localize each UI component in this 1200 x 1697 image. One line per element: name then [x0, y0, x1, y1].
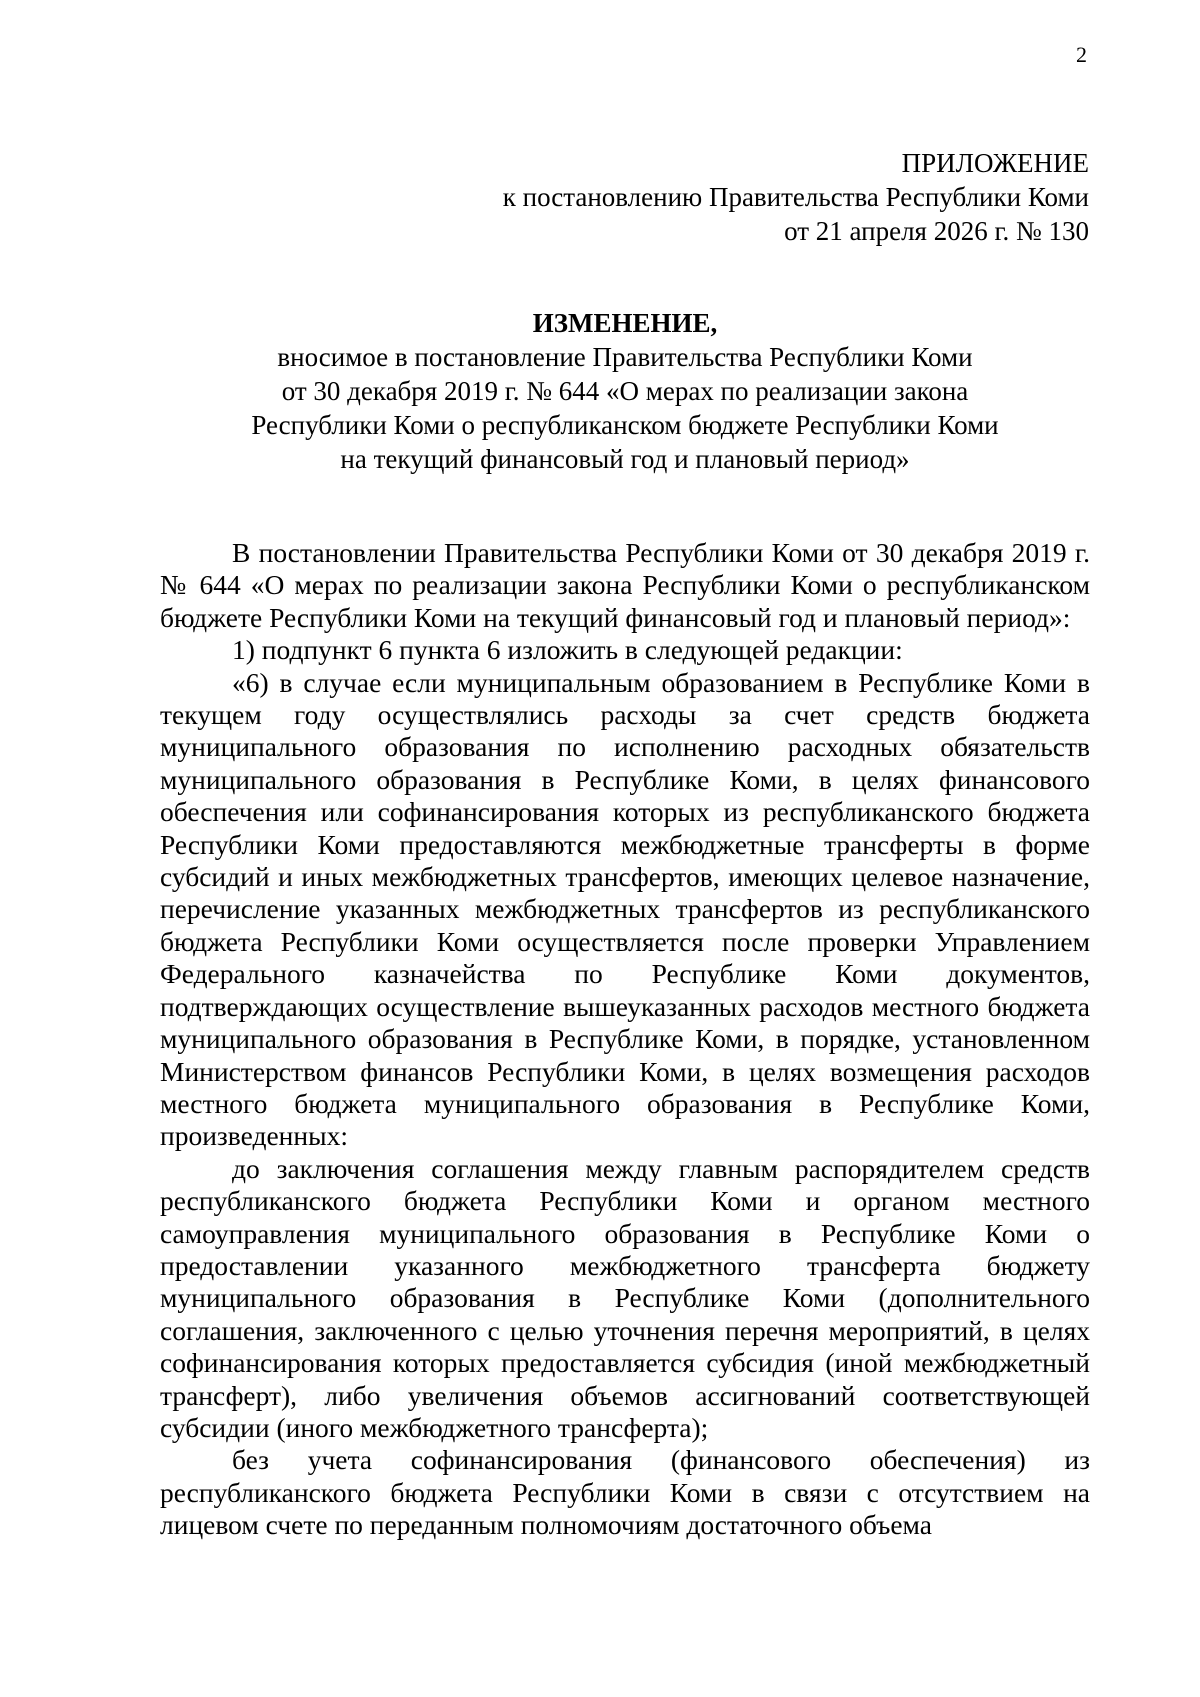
body-paragraph-item-1: 1) подпункт 6 пункта 6 изложить в следующей редакции: — [232, 634, 903, 666]
title-line-2: от 30 декабря 2019 г. № 644 «О мерах по реализации закона — [281, 376, 969, 406]
title-line-3: Республики Коми о республиканском бюджете Республики Коми — [251, 410, 999, 440]
appendix-label: ПРИЛОЖЕНИЕ — [901, 148, 1089, 178]
title-block — [160, 306, 1090, 476]
title-line-1: вносимое в постановление Правительства Республики Коми — [277, 342, 973, 372]
body-paragraph-before-agreement: до заключения соглашения между главным распорядителем средств республиканского бюджета Республики Коми и органом местного самоуправления муниципального образования в Республике Коми о предоставлении указанного межбюджетного трансферта бюджету муниципального образования в Республике Коми (дополнительного соглашения, заключенного с целью уточнения перечня мероприятий, в целях софинансирования которых предоставляется субсидия (иной межбюджетный трансферт), либо увеличения объемов ассигнований соответствующей субсидии (иного межбюджетного трансферта); — [160, 1152, 1090, 1443]
appendix-line-2: от 21 апреля 2026 г. № 130 — [784, 216, 1089, 246]
body-paragraph-intro: В постановлении Правительства Республики Коми от 30 декабря 2019 г. № 644 «О мерах по реализации закона Республики Коми о республиканском бюджете Республики Коми на текущий финансовый год и плановый период»: — [160, 537, 1090, 633]
body-paragraph-without-cofinancing: без учета софинансирования (финансового обеспечения) из республиканского бюджета Республики Коми в связи с отсутствием на лицевом счете по переданным полномочиям достаточного объема — [160, 1444, 1090, 1541]
body-paragraph-subitem-6: «6) в случае если муниципальным образованием в Республике Коми в текущем году осуществлялись расходы за счет средств бюджета муниципального образования по исполнению расходных обязательств муниципального образования в Республике Коми, в целях финансового обеспечения или софинансирования которых из республиканского бюджета Республики Коми предоставляются межбюджетные трансферты в форме субсидий и иных межбюджетных трансфертов, имеющих целевое назначение, перечисление указанных межбюджетных трансфертов из республиканского бюджета Республики Коми осуществляется после проверки Управлением Федерального казначейства по Республике Коми документов, подтверждающих осуществление вышеуказанных расходов местного бюджета муниципального образования в Республике Коми, в порядке, установленном Министерством финансов Республики Коми, в целях возмещения расходов местного бюджета муниципального образования в Республике Коми, произведенных: — [160, 666, 1090, 1152]
appendix-block — [289, 146, 1089, 248]
title-line-4: на текущий финансовый год и плановый период» — [340, 444, 910, 474]
document-body — [160, 537, 1090, 1542]
document-title: ИЗМЕНЕНИЕ, — [532, 308, 718, 338]
appendix-line-1: к постановлению Правительства Республики Коми — [502, 182, 1089, 212]
page-number: 2 — [1076, 42, 1087, 67]
